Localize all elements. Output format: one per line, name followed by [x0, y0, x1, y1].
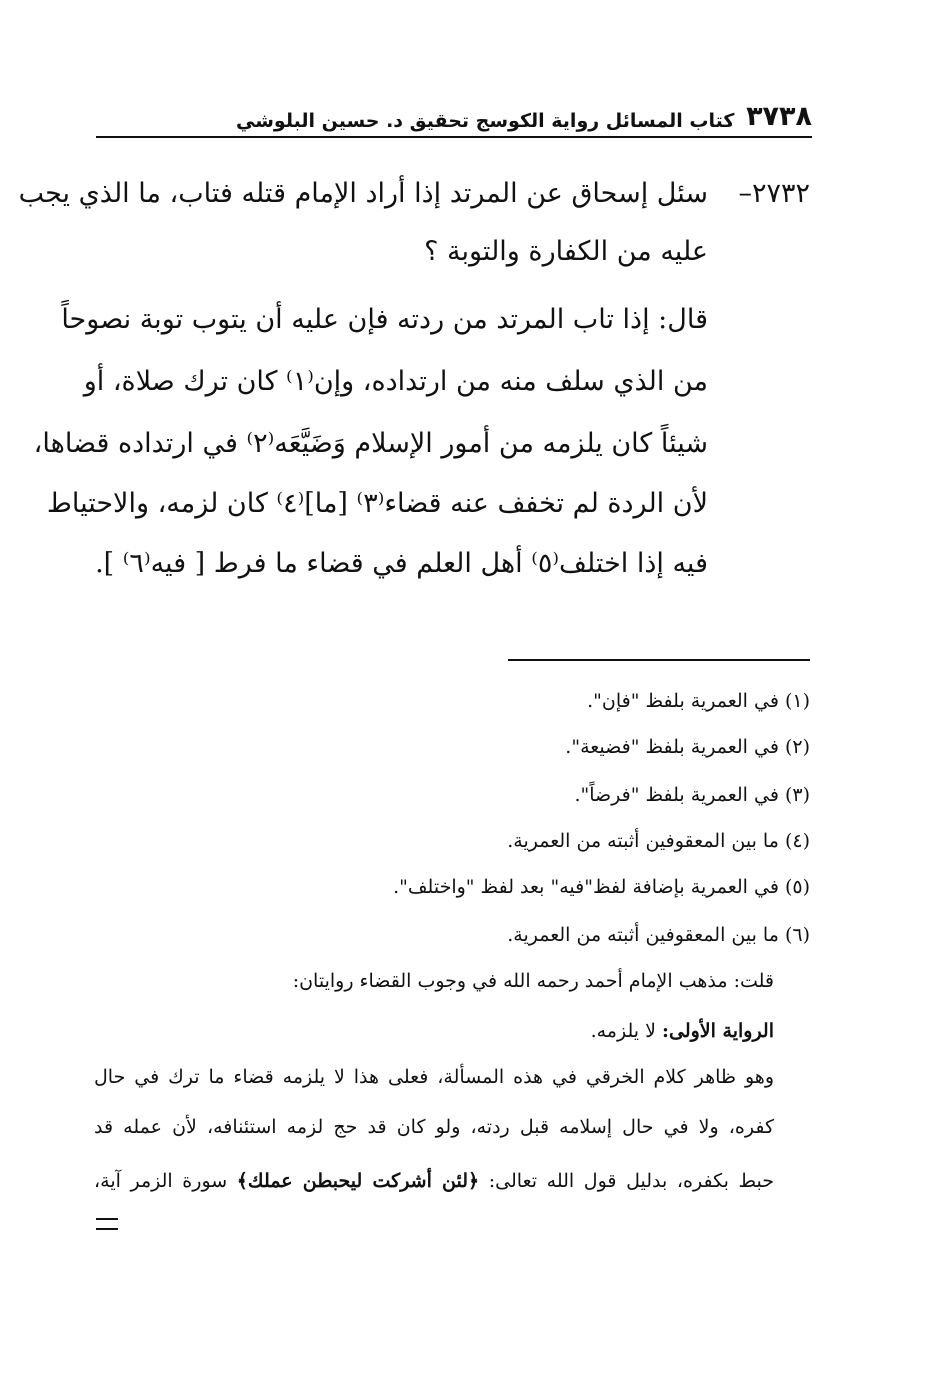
question-line-2: عليه من الكفارة والتوبة ؟	[424, 236, 708, 267]
first-narration	[591, 1020, 774, 1042]
answer-line-4: لأن الردة لم تخفف عنه قضاء⁽٣⁾ [ما]⁽٤⁾ كان لزمه، والاحتياط	[46, 488, 708, 519]
question-line-1: سئل إسحاق عن المرتد إذا أراد الإمام قتله فتاب، ما الذي يجب	[18, 178, 708, 209]
footnote-6: (٦) ما بين المعقوفين أثبته من العمرية.	[507, 924, 810, 946]
continuation-mark	[96, 1218, 118, 1230]
answer-line-1: قال: إذا تاب المرتد من ردته فإن عليه أن يتوب توبة نصوحاً	[61, 304, 708, 335]
answer-line-5: فيه إذا اختلف⁽٥⁾ أهل العلم في قضاء ما فرط [ فيه⁽٦⁾ ].	[95, 548, 708, 579]
footnote-3: (٣) في العمرية بلفظ "فرضاً".	[574, 784, 810, 806]
editor-note-line-2: كفره، ولا في حال إسلامه قبل ردته، ولو كان قد حج لزمه استئنافه، لأن عمله قد	[94, 1116, 774, 1138]
first-narration-text: لا يلزمه.	[590, 1020, 656, 1042]
running-title: كتاب المسائل رواية الكوسج تحقيق د. حسين البلوشي	[236, 110, 735, 132]
header-rule	[96, 136, 812, 138]
question-number: ٢٧٣٢–	[738, 178, 810, 209]
footnote-rule	[508, 659, 810, 661]
quran-verse: ﴿لئن أشركت ليحبطن عملك﴾	[236, 1170, 480, 1192]
answer-line-2: من الذي سلف منه من ارتداده، وإن⁽١⁾ كان ترك صلاة، أو	[83, 366, 708, 397]
page-number: ٣٧٣٨	[746, 101, 812, 132]
footnote-5: (٥) في العمرية بإضافة لفظ"فيه" بعد لفظ "واختلف".	[393, 876, 810, 898]
editor-note-line-3-end: سورة الزمر آية،	[94, 1170, 228, 1192]
editor-note-line-3-start: حبط بكفره، بدليل قول الله تعالى:	[488, 1170, 774, 1192]
footnote-2: (٢) في العمرية بلفظ "فضيعة".	[565, 736, 810, 758]
first-narration-label: الرواية الأولى:	[661, 1020, 774, 1042]
editor-note-line-1: وهو ظاهر كلام الخرقي في هذه المسألة، فعلى هذا لا يلزمه قضاء ما ترك في حال	[94, 1066, 774, 1088]
editor-note-heading: قلت: مذهب الإمام أحمد رحمه الله في وجوب القضاء روايتان:	[292, 970, 774, 992]
editor-note-line-3	[94, 1170, 774, 1192]
footnote-4: (٤) ما بين المعقوفين أثبته من العمرية.	[507, 830, 810, 852]
answer-line-3: شيئاً كان يلزمه من أمور الإسلام وَضَيَّعَه⁽٢⁾ في ارتداده قضاها،	[33, 428, 708, 459]
page-header	[96, 92, 812, 132]
footnote-1: (١) في العمرية بلفظ "فإن".	[587, 690, 810, 712]
